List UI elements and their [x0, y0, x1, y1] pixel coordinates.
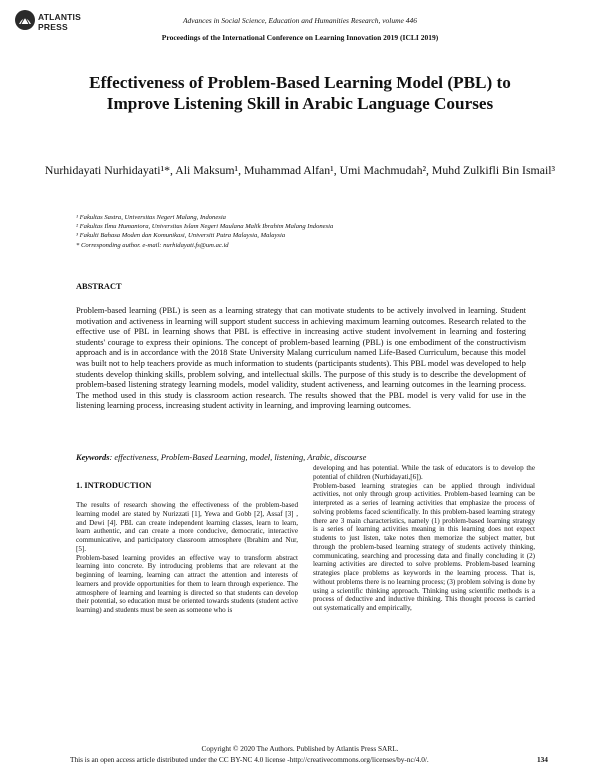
left-column-body	[76, 501, 298, 615]
author-list: Nurhidayati Nurhidayati¹*, Ali Maksum¹, Muhammad Alfan¹, Umi Machmudah², Muhd Zulkifli Bin Ismail³	[44, 163, 556, 177]
section-heading-introduction: 1. INTRODUCTION	[76, 481, 152, 490]
keywords-list: : effectiveness, Problem-Based Learning, model, listening, Arabic, discourse	[109, 453, 367, 462]
corresponding-author: * Corresponding author. e-mail: nurhidayati.fs@um.ac.id	[76, 241, 229, 249]
footer-copyright: Copyright © 2020 The Authors. Published by Atlantis Press SARL.	[201, 744, 399, 753]
keywords	[76, 453, 526, 464]
right-paragraph-1: developing and has potential. While the task of educators is to develop the potential of children (Nurhidayati,[6]).	[313, 464, 535, 481]
intro-paragraph-2: Problem-based learning provides an effective way to transform abstract learning into concrete. By introducing problems that are relevant at the beginning of learning, learning can attract the attention and interests of learners and provide opportunities for them to learn through experience. The atmosphere of learning and learning is directed so that students can develop their potential, so education must be oriented towards students (student active learning) and students must be seen as someone who is	[76, 553, 298, 614]
logo-line-1: ATLANTIS	[38, 12, 81, 22]
affiliations	[76, 213, 333, 250]
affiliation-3: ³ Fakulti Bahasa Moden dan Komunikasi, Universiti Putra Malaysia, Malaysia	[76, 232, 286, 240]
keywords-label: Keywords	[76, 453, 110, 462]
affiliation-2: ² Fakultas Ilmu Humaniora, Universitas Islam Negeri Maulana Malik Ibrahim Malang Indonesia	[76, 223, 334, 231]
affiliation-1: ¹ Fakultas Sastra, Universitas Negeri Malang, Indonesia	[76, 214, 226, 221]
right-column-body	[313, 464, 535, 613]
paper-title: Effectiveness of Problem-Based Learning Model (PBL) to Improve Listening Skill in Arabic Language Courses	[89, 73, 511, 113]
right-paragraph-2: Problem-based learning strategies can be applied through individual activities, not only through group activities. Problem-based learning can be interpreted as a series of learning activities that emphasize the process of solving problems faced scientifically. In this problem-based learning strategy there are 3 main characteristics, namely (1) problem-based learning strategy is a series of learning activities meaning in this learning does not expect students to just listen, take notes then memorize the subject matter, but through the problem-based learning strategy of students actively thinking, communicating, searching and processing data and finally concluding it (2) learning activities are directed to solve problems. Problem-based learning strategies place problems as keywords in the learning process. That is, without problems there is no learning process; (3) problem solving is done by using a scientific thinking approach. Thinking using scientific methods is a process of deductive and inductive thinking. This thought process is carried out systematically and empirically,	[313, 481, 535, 612]
abstract-text: Problem-based learning (PBL) is seen as a learning strategy that can motivate students to be actively involved in learning. Student motivation and activeness in learning will support student success in achieving maximum learning outcomes. Research related to the effective use of PBL in learning shows that PBL is effective in increasing active student involvement in learning and fostering students' courage to express their opinions. The concept of problem-based learning (PBL) is one embodiment of the constructivism approach and is in accordance with the 2018 State University Malang curriculum named Life-Based Curriculum, because this model was built not to help teachers provide as much information to students (participants students). This PBL model was developed to help students develop thinking skills, problem solving, and intellectual skills. The purpose of this study is to describe the development of problem-based listening strategy learning models, model validity, student activeness, and learning outcomes in the learning process. The method used in this study is classroom action research. The results showed that the PBL model is very valid for use in the listening learning process, increasing student activity in learning, and improving learning outcomes.	[76, 306, 526, 411]
logo-line-2: PRESS	[38, 22, 68, 32]
abstract-heading: ABSTRACT	[76, 282, 122, 291]
journal-name: Advances in Social Science, Education and Humanities Research, volume 446	[182, 16, 418, 25]
footer-license: This is an open access article distributed under the CC BY-NC 4.0 license -http://creativecommons.org/licenses/by-nc/4.0/.	[70, 755, 429, 764]
proceedings-name: Proceedings of the International Conference on Learning Innovation 2019 (ICLI 2019)	[161, 33, 439, 42]
intro-paragraph-1: The results of research showing the effectiveness of the problem-based learning model are stated by Nurizzati [1], Yewa and Gobb [2], Assaf [3] , and Dewi [4]. PBL can create independent learning classes, learn to learn, learn authentic, and can create a more conducive, democratic, interactive communicative, and participatory classroom atmosphere (Ibrahim and Nur, [5].	[76, 501, 298, 553]
page-number: 134	[537, 755, 548, 764]
